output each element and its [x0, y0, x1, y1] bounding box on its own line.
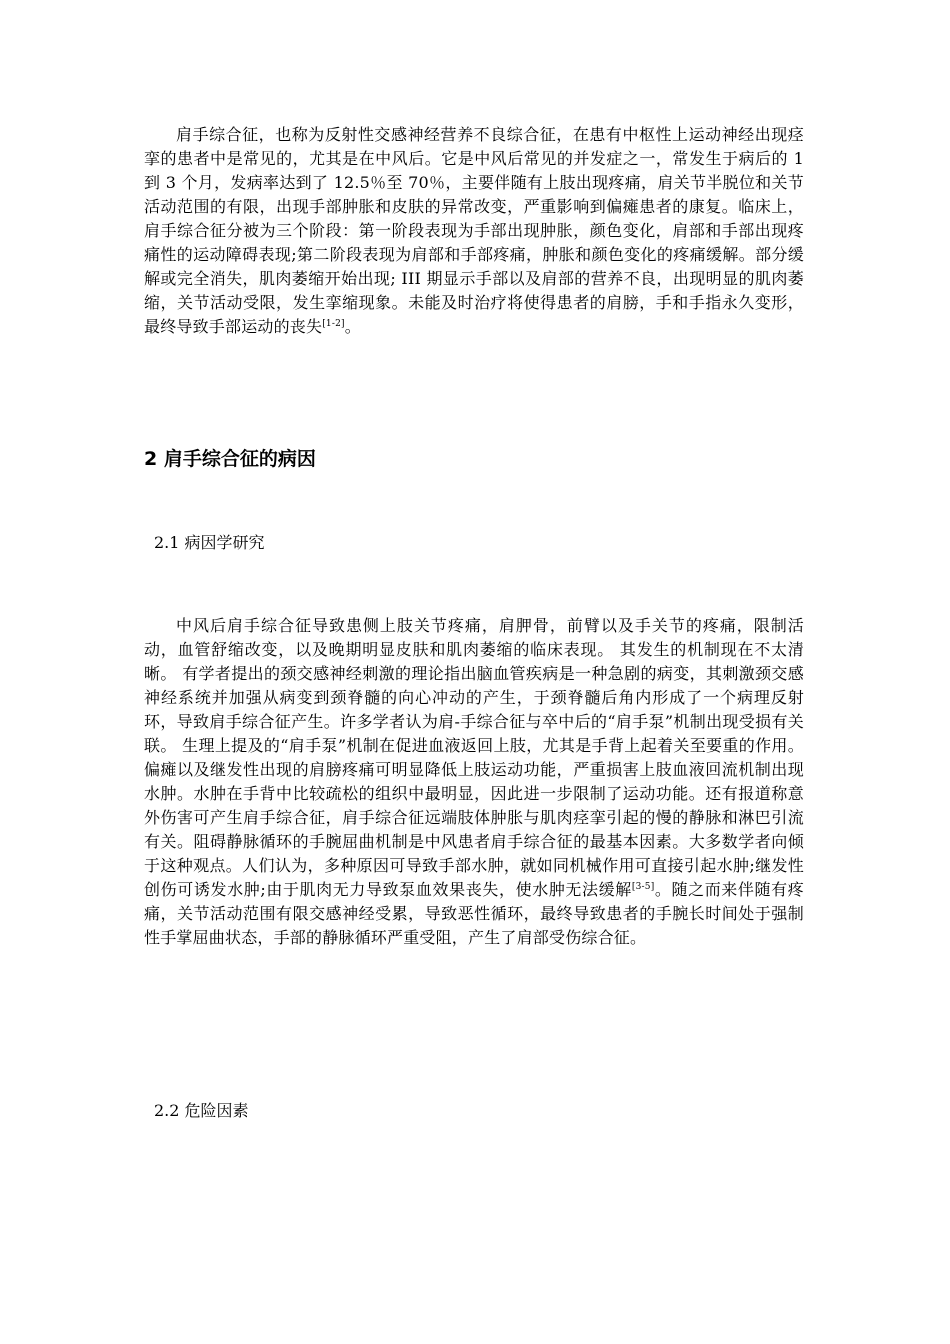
paragraph-text: 肩手综合征，也称为反射性交感神经营养不良综合征，在患有中枢性上运动神经出现痉挛的患者中是常见的，尤其是在中风后。它是中风后常见的并发症之一，常发生于病后的 1 到 3 个月，发病率达到了 12.5％至 70％，主要伴随有上肢出现疼痛，肩关节半脱位和关节活动范围的有限，出现手部肿胀和皮肤的异常改变，严重影响到偏瘫患者的康复。临床上，肩手综合征分被为三个阶段：第一阶段表现为手部出现肿胀，颜色变化，肩部和手部出现疼痛性的运动障碍表现;第二阶段表现为肩部和手部疼痛，肿胀和颜色变化的疼痛缓解。部分缓解或完全消失，肌肉萎缩开始出现; III 期显示手部以及肩部的营养不良，出现明显的肌肉萎缩，关节活动受限，发生挛缩现象。未能及时治疗将使得患者的肩膀，手和手指永久变形，最终导致手部运动的丧失 — [144, 125, 804, 336]
body-paragraph — [144, 614, 804, 950]
subsection-heading: 2.2 危险因素 — [154, 1101, 249, 1120]
section-heading: 2 肩手综合征的病因 — [144, 448, 316, 470]
citation-marker: [1-2] — [322, 319, 345, 329]
citation-marker: [3-5] — [631, 882, 655, 892]
body-paragraph — [144, 123, 804, 339]
paragraph-tail: 。 — [344, 317, 361, 336]
paragraph-tail: 。随之而来伴随有疼痛，关节活动范围有限交感神经受累，导致恶性循环，最终导致患者的手腕长时间处于强制性手掌屈曲状态，手部的静脉循环严重受阻，产生了肩部受伤综合征。 — [144, 880, 804, 947]
subsection-heading: 2.1 病因学研究 — [154, 533, 265, 552]
paragraph-text: 中风后肩手综合征导致患侧上肢关节疼痛，肩胛骨，前臂以及手关节的疼痛，限制活动，血管舒缩改变，以及晚期明显皮肤和肌肉萎缩的临床表现。 其发生的机制现在不太清晰。 有学者提出的颈交感神经刺激的理论指出脑血管疾病是一种急剧的病变，其刺激颈交感神经系统并加强从病变到颈脊髓的向心冲动的产生，于颈脊髓后角内形成了一个病理反射环，导致肩手综合征产生。许多学者认为肩-手综合征与卒中后的“肩手泵”机制出现受损有关联。 生理上提及的“肩手泵”机制在促进血液返回上肢，尤其是手背上起着关至要重的作用。偏瘫以及继发性出现的肩膀疼痛可明显降低上肢运动功能，严重损害上肢血液回流机制出现水肿。水肿在手背中比较疏松的组织中最明显，因此进一步限制了运动功能。还有报道称意外伤害可产生肩手综合征，肩手综合征远端肢体肿胀与肌肉痉挛引起的慢的静脉和淋巴引流有关。阻碍静脉循环的手腕屈曲机制是中风患者肩手综合征的最基本因素。大多数学者向倾于这种观点。人们认为，多种原因可导致手部水肿，就如同机械作用可直接引起水肿;继发性创伤可诱发水肿;由于肌肉无力导致泵血效果丧失，使水肿无法缓解 — [144, 616, 804, 899]
